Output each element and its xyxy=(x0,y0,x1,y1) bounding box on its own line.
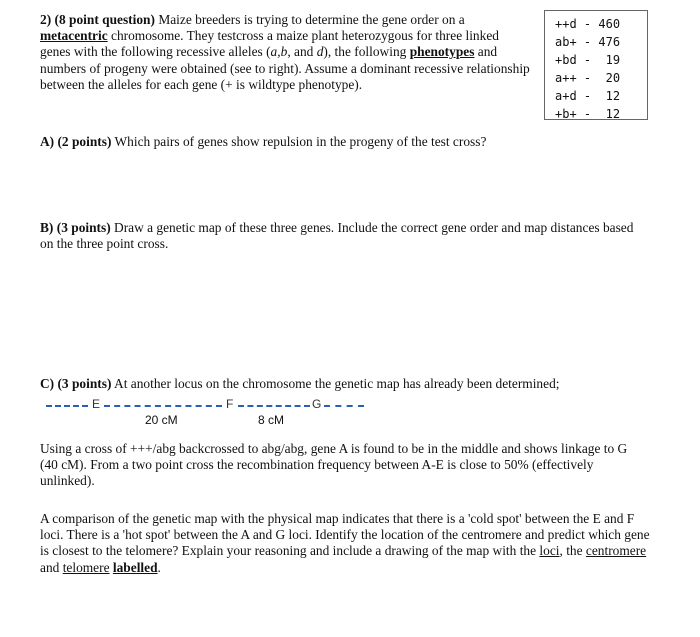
q2-text-3: ), the following xyxy=(323,44,410,60)
progeny-row: ++d - 460 xyxy=(555,17,621,31)
term-phenotypes: phenotypes xyxy=(409,44,475,60)
part-c-text: At another locus on the chromosome the genetic map has already been determined; xyxy=(111,376,560,391)
map-line-segment xyxy=(46,405,88,407)
progeny-row: ab+ - 476 xyxy=(555,35,621,49)
part-b xyxy=(40,220,640,252)
term-loci: loci xyxy=(539,543,560,559)
progeny-row: a+d - 12 xyxy=(555,89,621,103)
part-a xyxy=(40,134,660,150)
part-c xyxy=(40,376,660,392)
allele-a: a xyxy=(270,44,278,60)
map-distance-fg: 8 cM xyxy=(258,413,285,427)
question-number: 2) xyxy=(40,12,52,27)
map-line-segment xyxy=(104,405,222,407)
term-centromere: centromere xyxy=(585,543,647,559)
part-c-label: C) (3 points) xyxy=(40,376,112,391)
map-locus-f: F xyxy=(226,397,234,411)
progeny-row: +b+ - 12 xyxy=(555,107,621,121)
q2-text-4: and numbers of progeny were obtained (see to right). Assume a dominant recessive relationship between the alleles for each gene (+ is wildtype phenotype). xyxy=(40,44,530,92)
part-c-p2-text: A comparison of the genetic map with the physical map indicates that there is a 'cold spot' between the E and F loci. There is a 'hot spot' between the A and G loci. Identify the location of the centromere and predict which gene is closest to the telomere? Explain your reasoning and include a drawing of the map with the xyxy=(40,511,650,559)
part-b-text: Draw a genetic map of these three genes. Include the correct gene order and map distances based on the three point cross. xyxy=(40,220,634,252)
map-line-segment xyxy=(324,405,364,407)
part-c-p1-text: Using a cross of +++/abg backcrossed to abg/abg, gene A is found to be in the middle and shows linkage to G (40 cM). From a two point cross the recombination frequency between A-E is close to 50% (effectively unlinked). xyxy=(40,441,628,489)
q2-text-2: chromosome. They testcross a maize plant heterozygous for three linked genes with the following recessive alleles ( xyxy=(40,28,499,60)
allele-d: d xyxy=(316,44,324,60)
question-points: (8 point question) xyxy=(54,12,155,27)
progeny-table xyxy=(544,10,648,120)
term-metacentric: metacentric xyxy=(40,28,108,44)
map-line-segment xyxy=(238,405,310,407)
part-b-label: B) (3 points) xyxy=(40,220,111,235)
map-locus-g: G xyxy=(312,397,322,411)
progeny-row: +bd - 19 xyxy=(555,53,621,67)
part-a-label: A) (2 points) xyxy=(40,134,112,149)
part-a-text: Which pairs of genes show repulsion in the progeny of the test cross? xyxy=(111,134,487,149)
part-c-paragraph-2: A comparison of the genetic map with the physical map indicates that there is a 'cold spot' between the E and F loci. There is a 'hot spot' between the A and G loci. Identify the location of the centromere and predict which gene is closest to the telomere? Explain your reasoning and include a drawing of the map with the loci, the centromere and telomere labelled. xyxy=(40,511,650,575)
progeny-row: a++ - 20 xyxy=(555,71,621,85)
term-labelled: labelled xyxy=(112,559,158,575)
term-telomere: telomere xyxy=(62,559,110,575)
map-locus-e: E xyxy=(92,397,101,411)
q2-text-1: Maize breeders is trying to determine the gene order on a xyxy=(154,12,465,27)
part-c-paragraph-1 xyxy=(40,441,636,490)
map-distance-ef: 20 cM xyxy=(145,413,178,427)
allele-b: b xyxy=(280,44,288,60)
question-2: 2) (8 point question) Maize breeders is trying to determine the gene order on a metacentric chromosome. They testcross a maize plant heterozygous for three linked genes with the following recessive alleles (a,b, and d), the following phenotypes and numbers of progeny were obtained (see to right). Assume a dominant recessive relationship between the alleles for each gene (+ is wildtype phenotype). xyxy=(40,12,530,92)
q2-and: , and xyxy=(287,44,317,60)
